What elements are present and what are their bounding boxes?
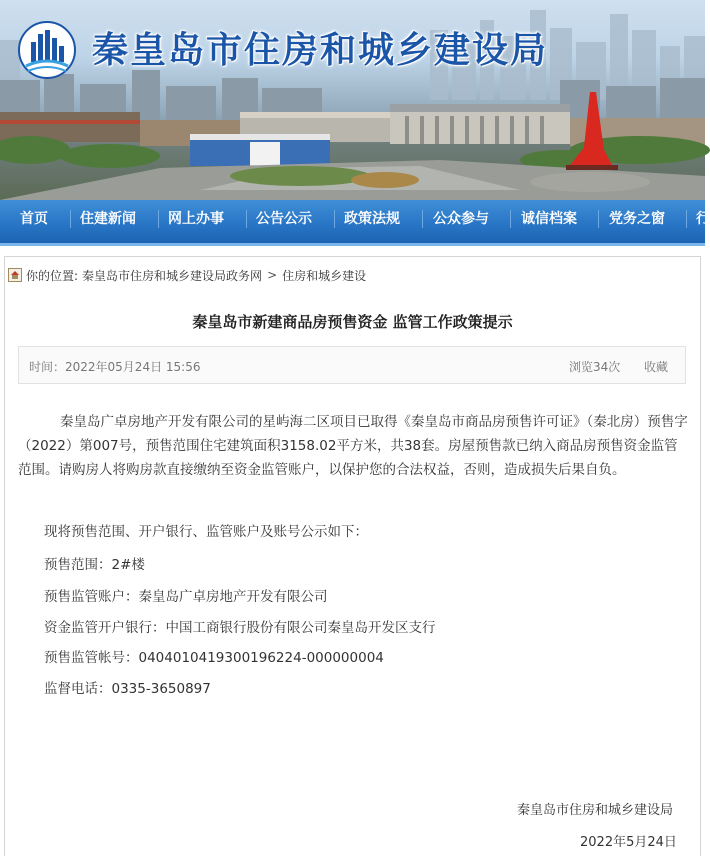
nav-divider (334, 210, 335, 228)
nav-item-credit-records[interactable]: 诚信档案 (521, 211, 577, 227)
article-line: 现将预售范围、开户银行、监管账户及账号公示如下： (44, 524, 368, 540)
publish-time: 时间：2022年05月24日 15:56 (29, 360, 201, 374)
breadcrumb-prefix: 你的位置: (26, 268, 79, 283)
article-title: 秦皇岛市新建商品房预售资金 监管工作政策提示 (192, 313, 513, 331)
article-paragraph: 秦皇岛广卓房地产开发有限公司的星屿海二区项目已取得《秦皇岛市商品房预售许可证》（秦北房）预售字（2022）第007号，预售范围住宅建筑面积3158.02平方米，共38套。房屋预售款已纳入商品房预售资金监管范围。请购房人将购房款直接缴纳至资金监管账户，以保护您的合法权益，否则，造成损失后果自负。 (18, 414, 688, 478)
signature-organization: 秦皇岛市住房和城乡建设局 (517, 803, 674, 818)
article-line: 资金监管开户银行：中国工商银行股份有限公司秦皇岛开发区支行 (44, 620, 436, 636)
nav-item-policy[interactable]: 政策法规 (344, 211, 400, 227)
breadcrumb (8, 267, 366, 283)
favorite-button[interactable]: 收藏 (644, 360, 669, 374)
header-banner (0, 0, 705, 200)
nav-item-public-participation[interactable]: 公众参与 (433, 211, 489, 227)
nav-item-online-service[interactable]: 网上办事 (168, 211, 224, 227)
nav-divider (510, 210, 511, 228)
signature-date: 2022年5月24日 (580, 835, 677, 850)
nav-item-news[interactable]: 住建新闻 (80, 211, 136, 227)
nav-divider (158, 210, 159, 228)
nav-item-home[interactable]: 首页 (20, 211, 48, 227)
article-line: 预售监管帐号：0404010419300196224-000000004 (44, 650, 384, 666)
article-body (18, 410, 690, 482)
nav-item-more[interactable]: 行 (696, 211, 710, 227)
main-nav (0, 200, 710, 246)
article-line: 预售监管账户：秦皇岛广卓房地产开发有限公司 (44, 589, 328, 605)
site-title: 秦皇岛市住房和城乡建设局 (92, 30, 549, 71)
breadcrumb-link-category[interactable]: 住房和城乡建设 (282, 268, 367, 283)
article-line: 预售范围：2#楼 (44, 557, 145, 573)
home-icon (8, 268, 22, 282)
nav-divider (70, 210, 71, 228)
nav-divider (422, 210, 423, 228)
nav-item-party-affairs[interactable]: 党务之窗 (609, 211, 665, 227)
nav-item-announcements[interactable]: 公告公示 (256, 211, 312, 227)
breadcrumb-separator: > (267, 268, 278, 282)
nav-divider (598, 210, 599, 228)
breadcrumb-link-home[interactable]: 秦皇岛市住房和城乡建设局政务网 (82, 268, 263, 283)
nav-divider (686, 210, 687, 228)
view-count: 浏览34次 (569, 360, 621, 374)
article-line: 监督电话：0335-3650897 (44, 681, 211, 697)
article-meta-bar (18, 346, 686, 384)
nav-divider (246, 210, 247, 228)
logo-icon (16, 20, 78, 80)
